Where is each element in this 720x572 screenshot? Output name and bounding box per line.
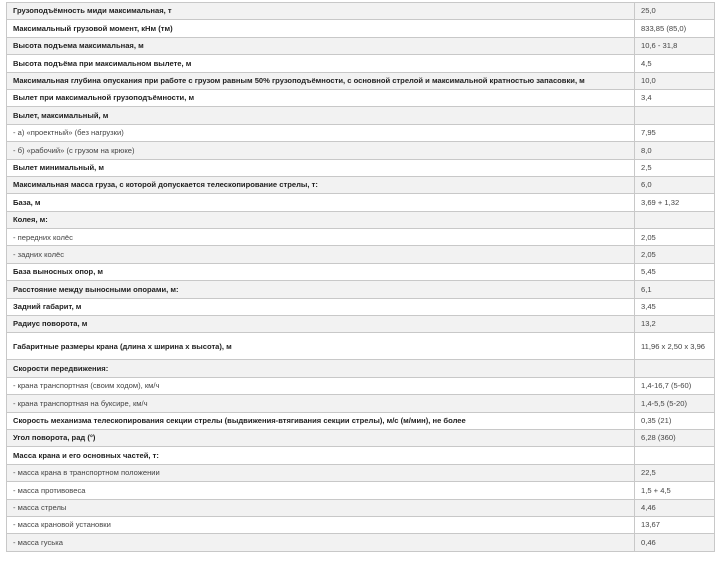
table-row: [7, 107, 715, 124]
spec-value: 833,85 (85,0): [635, 20, 715, 37]
specifications-table-body: [7, 3, 715, 552]
spec-value: 10,0: [635, 72, 715, 89]
spec-label: Вылет минимальный, м: [7, 159, 635, 176]
table-row: [7, 534, 715, 551]
spec-value: 1,4-16,7 (5-60): [635, 377, 715, 394]
table-row: [7, 211, 715, 228]
spec-value: [635, 447, 715, 464]
table-row: [7, 246, 715, 263]
spec-value: 1,4-5,5 (5-20): [635, 395, 715, 412]
spec-label: Максимальная глубина опускания при работе с грузом равным 50% грузоподъёмности, с основной стрелой и максимальной кратностью запасовки, м: [7, 72, 635, 89]
table-row: [7, 89, 715, 106]
spec-label: Габаритные размеры крана (длина x ширина x высота), м: [7, 333, 635, 360]
spec-label: Высота подъема максимальная, м: [7, 37, 635, 54]
table-row: [7, 429, 715, 446]
spec-value: 1,5 + 4,5: [635, 482, 715, 499]
table-row: [7, 20, 715, 37]
spec-value: 2,05: [635, 229, 715, 246]
spec-value: 6,0: [635, 176, 715, 193]
table-row: [7, 333, 715, 360]
spec-value: 7,95: [635, 124, 715, 141]
spec-value: 0,35 (21): [635, 412, 715, 429]
spec-label: Скорости передвижения:: [7, 360, 635, 377]
spec-value: 3,45: [635, 298, 715, 315]
spec-label: Грузоподъёмность миди максимальная, т: [7, 3, 635, 20]
spec-value: [635, 360, 715, 377]
spec-value: 11,96 x 2,50 x 3,96: [635, 333, 715, 360]
table-row: [7, 395, 715, 412]
spec-label: Скорость механизма телескопирования секции стрелы (выдвижения-втягивания секции стрелы), м/с (м/мин), не более: [7, 412, 635, 429]
table-row: [7, 447, 715, 464]
spec-value: 25,0: [635, 3, 715, 20]
spec-label: - а) «проектный» (без нагрузки): [7, 124, 635, 141]
specifications-table: [6, 2, 715, 552]
spec-label: - б) «рабочий» (с грузом на крюке): [7, 142, 635, 159]
spec-label: - крана транспортная на буксире, км/ч: [7, 395, 635, 412]
table-row: [7, 499, 715, 516]
spec-value: 6,28 (360): [635, 429, 715, 446]
table-row: [7, 124, 715, 141]
spec-value: 13,2: [635, 316, 715, 333]
spec-label: Расстояние между выносными опорами, м:: [7, 281, 635, 298]
spec-value: [635, 211, 715, 228]
spec-value: 3,69 + 1,32: [635, 194, 715, 211]
table-row: [7, 72, 715, 89]
table-row: [7, 229, 715, 246]
spec-label: - задних колёс: [7, 246, 635, 263]
spec-label: Высота подъёма при максимальном вылете, м: [7, 55, 635, 72]
table-row: [7, 281, 715, 298]
spec-value: 3,4: [635, 89, 715, 106]
table-row: [7, 316, 715, 333]
spec-label: База, м: [7, 194, 635, 211]
spec-label: База выносных опор, м: [7, 263, 635, 280]
table-row: [7, 412, 715, 429]
spec-label: - масса гуська: [7, 534, 635, 551]
spec-label: Радиус поворота, м: [7, 316, 635, 333]
spec-label: Колея, м:: [7, 211, 635, 228]
spec-label: Масса крана и его основных частей, т:: [7, 447, 635, 464]
table-row: [7, 55, 715, 72]
table-row: [7, 482, 715, 499]
spec-value: 2,05: [635, 246, 715, 263]
spec-value: 4,5: [635, 55, 715, 72]
table-row: [7, 516, 715, 533]
table-row: [7, 263, 715, 280]
spec-value: [635, 107, 715, 124]
spec-label: Максимальная масса груза, с которой допускается телескопирование стрелы, т:: [7, 176, 635, 193]
spec-label: Задний габарит, м: [7, 298, 635, 315]
spec-value: 4,46: [635, 499, 715, 516]
spec-label: Угол поворота, рад (°): [7, 429, 635, 446]
spec-label: Вылет, максимальный, м: [7, 107, 635, 124]
spec-label: - крана транспортная (своим ходом), км/ч: [7, 377, 635, 394]
table-row: [7, 142, 715, 159]
spec-value: 6,1: [635, 281, 715, 298]
spec-label: - передних колёс: [7, 229, 635, 246]
spec-value: 22,5: [635, 464, 715, 481]
table-row: [7, 377, 715, 394]
table-row: [7, 3, 715, 20]
table-row: [7, 360, 715, 377]
spec-value: 0,46: [635, 534, 715, 551]
table-row: [7, 176, 715, 193]
spec-label: - масса крановой установки: [7, 516, 635, 533]
table-row: [7, 37, 715, 54]
spec-value: 5,45: [635, 263, 715, 280]
table-row: [7, 194, 715, 211]
spec-label: Максимальный грузовой момент, кНм (тм): [7, 20, 635, 37]
table-row: [7, 159, 715, 176]
spec-label: - масса крана в транспортном положении: [7, 464, 635, 481]
spec-value: 2,5: [635, 159, 715, 176]
spec-value: 8,0: [635, 142, 715, 159]
spec-value: 13,67: [635, 516, 715, 533]
table-row: [7, 464, 715, 481]
spec-label: Вылет при максимальной грузоподъёмности, м: [7, 89, 635, 106]
spec-label: - масса противовеса: [7, 482, 635, 499]
spec-label: - масса стрелы: [7, 499, 635, 516]
spec-value: 10,6 - 31,8: [635, 37, 715, 54]
table-row: [7, 298, 715, 315]
